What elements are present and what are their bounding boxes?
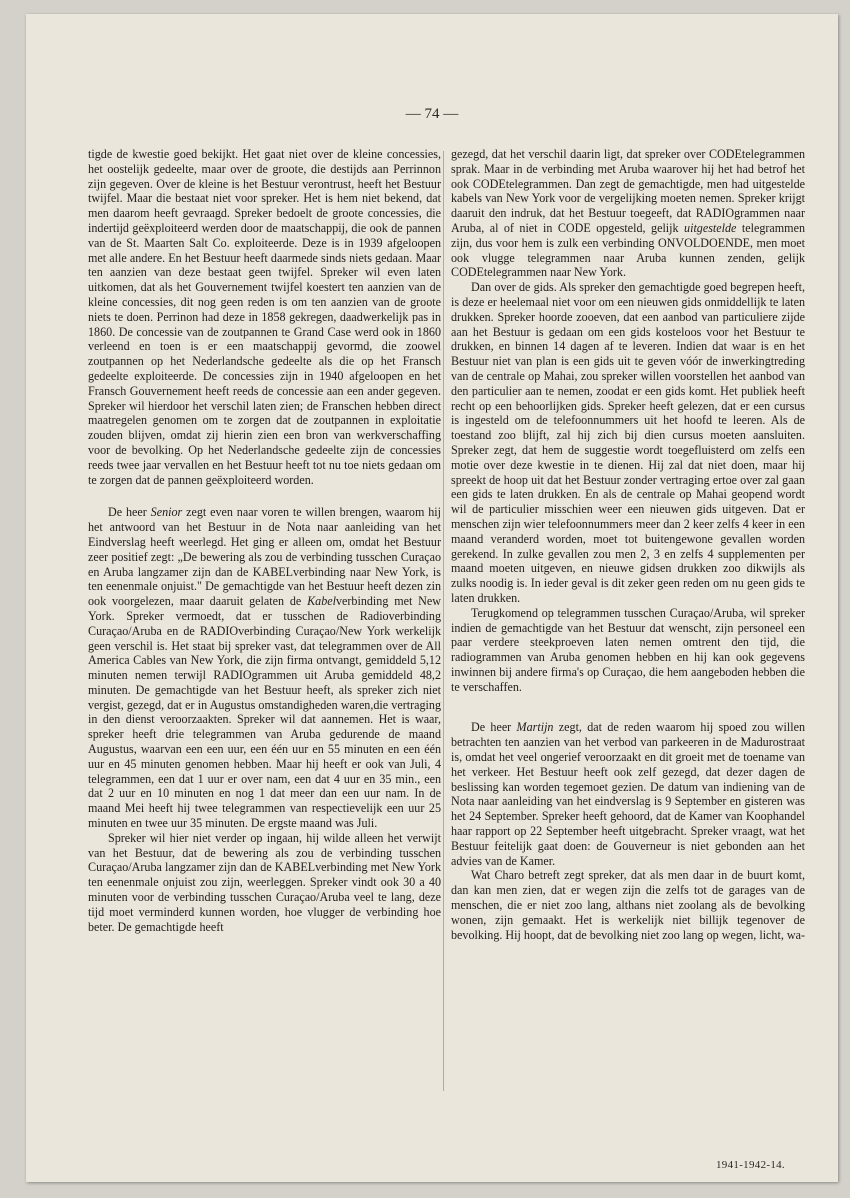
footer-document-code: 1941-1942-14. bbox=[716, 1159, 785, 1171]
paragraph-senior-concessions: tigde de kwestie goed bekijkt. Het gaat niet over de kleine concessies, het oostelijk gedeelte, maar over de groote, die destijds aan Perrinnon zijn gegeven. Over de kleine is het Bestuur verontrust, heeft het Bestuur twijfel. Maar die bestaat niet voor spreker. Het is hem niet bekend, dat men daarom heeft gevraagd. Spreker bedoelt de groote concessies, die indertijd geëxploiteerd werden door de maatschappij, die ook de pannen van de St. Maarten Salt Co. exploiteerde. Deze is in 1939 afgeloopen met alle andere. En het Bestuur heeft daarmede sinds niets gedaan. Maar ten aanzien van deze bestaat geen twijfel. Spreker wil even laten uitkomen, dat als het Gouvernement twijfel koestert ten aanzien van de kleine concessies, dit nog geen reden is om ten aanzien van de groote niets te doen. Perrinon had deze in 1858 gekregen, daadwerkelijk pas in 1860. De concessie van de zoutpannen te Grand Case werd ook in 1860 verleend en toen is er een maatschappij gevormd, die zoowel zoutpannen op het Nederlandsche gedeelte als die op het Fransch gedeelte exploiteerde. De concessies zijn in 1940 afgeloopen en het Fransch Gouvernement heeft reeds de concessie aan een ander gegeven. Spreker wil hierdoor het verschil laten zien; de Franschen hebben direct maatregelen genomen om te zorgen dat de zoutpannen in exploitatie zouden blijven, omdat zij hierin zien een bron van werkverschaffing voor de bevolking. Op het Nederlandsche gedeelte zijn de concessies reeds twee jaar vervallen en het Bestuur heeft tot nu toe niets gedaan om te zorgen dat de pannen geëxploiteerd worden. bbox=[88, 147, 441, 487]
left-column bbox=[88, 147, 441, 934]
speaker-name-martijn: Martijn bbox=[516, 720, 554, 735]
paragraph-martijn-parking: De heer Martijn zegt, dat de reden waarom hij spoed zou willen betrachten ten aanzien van het verbod van parkeeren in de Madurostraat is, omdat het veel ongerief veroorzaakt en dit groeit met de toename van het verkeer. Het Bestuur heeft ook zelf gezegd, dat dezer dagen de beslissing kan worden tegemoet gezien. De datum van indiening van de Nota naar aanleiding van het eindverslag is 9 September en gisteren was het 24 September. Spreker heeft gehoord, dat de Kamer van Koophandel haar rapport op 22 September heeft uitgebracht. Spreker vraagt, wat het Bestuur feitelijk gaat doen: de Gouverneur is niet gebonden aan het advies van de Kamer. bbox=[451, 720, 805, 868]
right-column bbox=[451, 147, 805, 942]
emphasis-uitgestelde: uitgestelde bbox=[684, 220, 737, 235]
page-number: — 74 — bbox=[405, 106, 459, 122]
paragraph-senior-telegrams: De heer Senior zegt even naar voren te willen brengen, waarom hij het antwoord van het Bestuur in de Nota naar aanleiding van het Eindverslag heeft weerlegd. Het ging er alleen om, omdat het Bestuur zeer positief zegt: „De bewering als zou de verbinding tusschen Curaçao en Aruba langzamer zijn dan de KABELverbinding naar New York, is ten eenenmale onjuist." De gemachtigde van het Bestuur heeft dezen zin ook voorgelezen, maar daaruit gelaten de Kabelverbinding met New York. Spreker vermoedt, dat er tusschen de Radioverbinding Curaçao/Aruba en de RADIOverbinding Curaçao/New York werkelijk geen verschil is. Het staat bij spreker vast, dat telegrammen over de All America Cables van New York, die zijn firma ontvangt, gemiddeld 5,12 minuten nemen terwijl RADIOgrammen uit Aruba gemiddeld 48,2 minuten. De gemachtigde van het Bestuur heeft, als spreker zich niet vergist, gezegd, dat er in Augustus omstandigheden waren,die vertraging in den dienst veroorzaakten. Spreker wil dat aannemen. Het is waar, spreker heeft drie telegrammen van Aruba gedurende de maand Augustus, waarvan een een uur, een één uur en 55 minuten en een één uur en 45 minuten genomen hebben. Maar hij heeft er ook van Juli, 4 telegrammen, een dat 1 uur er over nam, een dat 4 uur en 35 min., een dat 2 uur en 10 minuten en nog 1 dat meer dan een uur nam. In de maand Mei heeft hij twee telegrammen van respectievelijk een uur 25 minuten en twee uur 35 minuten. De ergste maand was Juli. bbox=[88, 505, 441, 831]
paragraph-telephone-guide: Dan over de gids. Als spreker den gemachtigde goed begrepen heeft, is deze er heelemaal niet voor om een nieuwen gids onmiddellijk te laten drukken. Spreker hoorde zooeven, dat een aanbod van particuliere zijde aan het Bestuur is gedaan om een gids kosteloos voor het Bestuur te drukken, en binnen 14 dagen af te leveren. Indien dat waar is en het Bestuur niet van plan is een gids uit te geven vóór de inwerkingtreding van de centrale op Mahai, zou spreker willen voorstellen het aanbod van den particulier aan te nemen, zoodat er een gids komt. Het publiek heeft recht op een behoorlijken gids. Spreker heeft gelezen, dat er een cursus is ingesteld om de telefoonnummers uit het hoofd te leeren. Als de toestand zoo blijft, zal hij zich bij dien cursus moeten aansluiten. Spreker zegt, dat hem de suggestie wordt toegefluisterd om zelfs een motie over deze kwestie in te dienen. Hij zal dat niet doen, maar hij spreekt de hoop uit dat het Bestuur zonder vertraging ertoe over zal gaan een gids te laten drukken. En als de centrale op Mahai geopend wordt wil de particulier misschien weer een nieuwen gids uitgeven. Dat er menschen zijn wier telefoonnummers meer dan 2 keer zelfs 4 keer in een maand veranderd worden, moet tot buitengewone gevallen worden gerekend. In zulke gevallen zou men 2, 3 en zelfs 4 supplementen per maand moeten uitgeven, en nieuwe gidsen drukken zoo dikwijls als zulks noodig is. In ieder geval is dit zeker geen reden om nu geen gids te laten drukken. bbox=[451, 280, 805, 605]
paragraph-radiograms: Terugkomend op telegrammen tusschen Curaçao/Aruba, wil spreker indien de gemachtigde van het Bestuur dat wenscht, zijn personeel een paar verdere steekproeven laten nemen omtrent den tijd, die radiogrammen van Aruba genomen hebben en hij kan ook gegevens inwinnen bij andere firma's op Curaçao, die hem aangeboden hebben die te verschaffen. bbox=[451, 605, 805, 694]
column-divider bbox=[443, 151, 444, 1091]
paragraph-code-telegrams: gezegd, dat het verschil daarin ligt, dat spreker over CODEtelegrammen sprak. Maar in de verbinding met Aruba waarover hij het had betrof het ook CODEtelegrammen. Dan zegt de gemachtigde, men had uitgestelde kabels van New York voor de vergelijking moeten nemen. Spreker krijgt daaruit den indruk, dat het Bestuur toegeeft, dat RADIOgrammen naar Aruba, al of niet in CODE opgesteld, gelijk uitgestelde telegrammen zijn, dus voor hem is zulk een verbinding ONVOLDOENDE, men moet ook vlugge telegrammen naar Aruba kunnen zenden, gelijk CODEtelegrammen naar New York. bbox=[451, 147, 805, 280]
emphasis-kabel: Kabel bbox=[307, 594, 336, 609]
speaker-name-senior: Senior bbox=[150, 505, 183, 520]
paragraph-senior-rebuttal: Spreker wil hier niet verder op ingaan, hij wilde alleen het verwijt van het Bestuur, dat de bewering als zou de verbinding tusschen Curaçao/Aruba langzamer zijn dan de KABELverbinding met New York ten eenenmale onjuist zou zijn, weerleggen. Spreker vindt ook 30 a 40 minuten voor de verbinding tusschen Curaçao/Aruba veel te lang, deze tijd moet verminderd kunnen worden, hoe vlugger de verbinding hoe beter. De gemachtigde heeft bbox=[88, 830, 441, 934]
document-page bbox=[26, 14, 838, 1182]
paragraph-charo-roads: Wat Charo betreft zegt spreker, dat als men daar in de buurt komt, dan kan men zien, dat er wegen zijn die zelfs tot de garages van de menschen, die er niet zoo lang, althans niet zoolang als de bevolking wonen, zijn gemaakt. Het is werkelijk niet billijk tegenover de bevolking. Hij hoopt, dat de bevolking niet zoo lang op wegen, licht, wa- bbox=[451, 868, 806, 942]
